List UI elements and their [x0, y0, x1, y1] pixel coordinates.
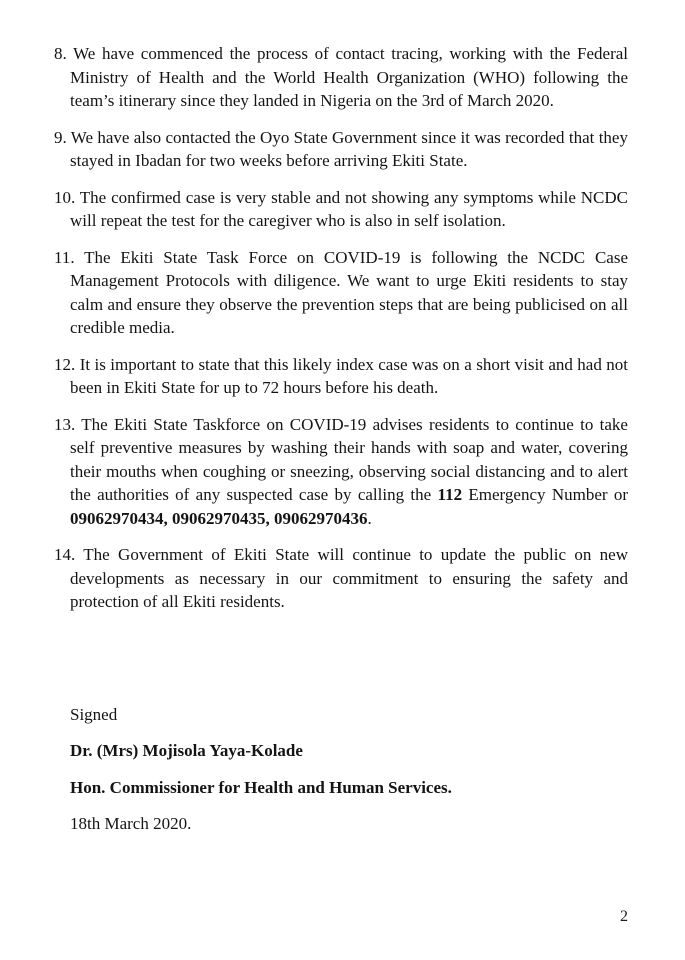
- paragraph-text-segment: The Ekiti State Taskforce on COVID-19 advises residents to continue to take self preventive measures by washing their hands with soap and water, covering their mouths when coughing or sneezing, observing social distancing and to alert the authorities of any suspected case by calling the: [70, 414, 628, 504]
- paragraph-8: [54, 42, 628, 113]
- signatory-name: Dr. (Mrs) Mojisola Yaya-Kolade: [70, 741, 303, 760]
- paragraph-12: [54, 353, 628, 400]
- phone-numbers-bold: 09062970434, 09062970435, 09062970436: [70, 508, 368, 528]
- signature-block: [54, 703, 628, 836]
- paragraph-number: 10.: [54, 187, 76, 207]
- paragraph-text: We have commenced the process of contact tracing, working with the Federal Ministry of Health and the World Health Organization (WHO) following the team’s itinerary since they landed in Nigeria on the 3rd of March 2020.: [70, 44, 628, 110]
- paragraph-number: 13.: [54, 414, 76, 434]
- paragraph-9: [54, 126, 628, 173]
- paragraph-text: The confirmed case is very stable and not showing any symptoms while NCDC will repeat the test for the caregiver who is also in self isolation.: [70, 187, 628, 230]
- paragraph-text-segment: Emergency Number or: [462, 485, 629, 504]
- document-body: [54, 42, 628, 849]
- paragraph-14: [54, 543, 628, 614]
- paragraph-text: It is important to state that this likely index case was on a short visit and had not been in Ekiti State for up to 72 hours before his death.: [70, 354, 629, 397]
- signed-label: Signed: [70, 704, 118, 724]
- signature-date: 18th March 2020.: [70, 814, 192, 833]
- paragraph-text: The Ekiti State Task Force on COVID-19 is following the NCDC Case Management Protocols with diligence. We want to urge Ekiti residents to stay calm and ensure they observe the prevention steps that are being publicised on all credible media.: [70, 247, 628, 337]
- paragraph-number: 8.: [54, 44, 67, 63]
- paragraph-text-segment: .: [367, 508, 372, 528]
- paragraph-10: [54, 186, 628, 233]
- page-number: 2: [620, 908, 628, 925]
- paragraph-text: We have also contacted the Oyo State Government since it was recorded that they stayed in Ibadan for two weeks before arriving Ekiti State.: [70, 127, 628, 170]
- paragraph-number: 12.: [54, 354, 76, 374]
- paragraph-text: The Government of Ekiti State will continue to update the public on new developments as necessary in our commitment to ensuring the safety and protection of all Ekiti residents.: [70, 545, 628, 611]
- paragraph-number: 9.: [54, 127, 67, 147]
- signatory-title: Hon. Commissioner for Health and Human Services.: [70, 777, 452, 797]
- paragraph-11: [54, 246, 628, 340]
- emergency-number-bold: 112: [437, 485, 463, 504]
- paragraph-number: 14.: [54, 545, 76, 564]
- paragraph-number: 11.: [54, 247, 75, 267]
- paragraph-13: [54, 413, 628, 531]
